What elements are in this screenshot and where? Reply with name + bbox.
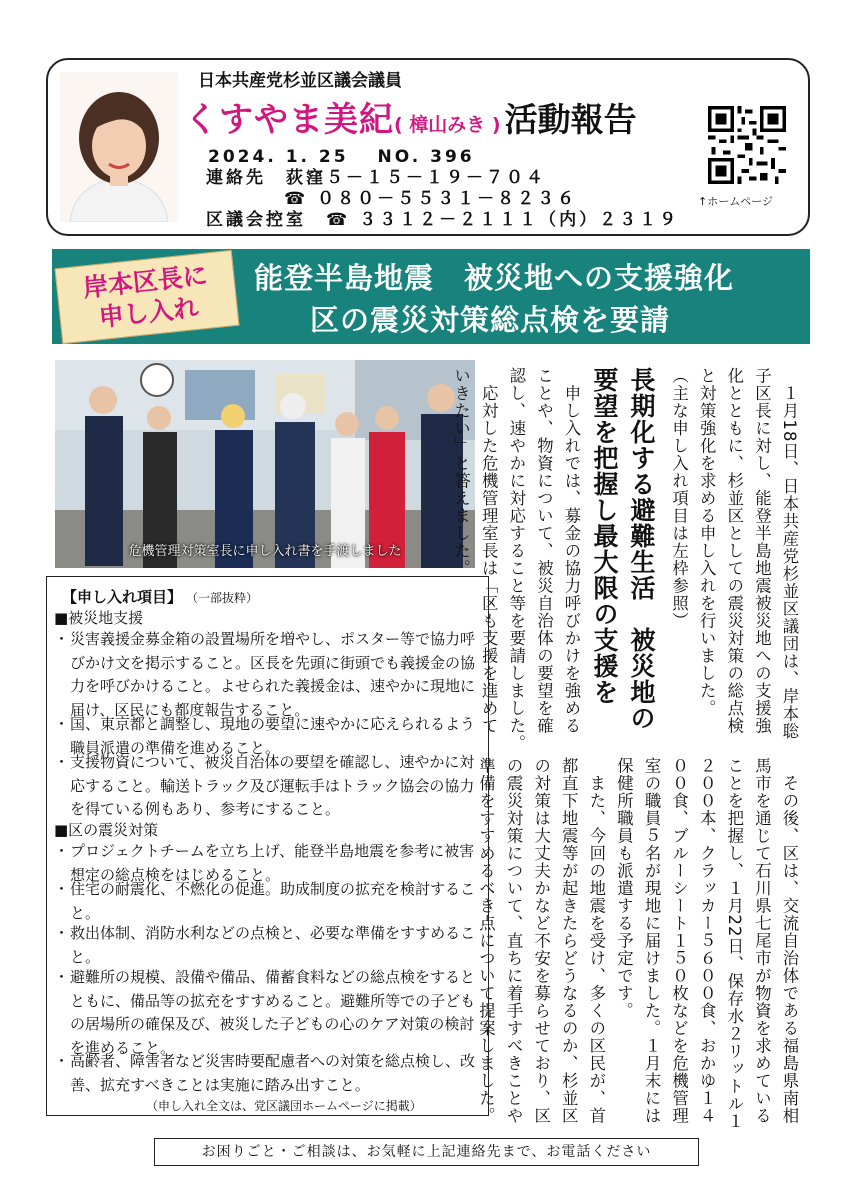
demand-item: ・ プロジェクトチームを立ち上げ、能登半島地震を参考に被害想定の総点検をはじめること。 bbox=[56, 840, 486, 887]
contact-address: 連絡先 荻窪５－１５－１９－７０４ bbox=[206, 168, 546, 188]
article-line: １月18日、日本共産党杉並区議団は、岸本聡 bbox=[780, 367, 799, 741]
article-line: ００食、ブルーシート１５０枚などを危機管理 bbox=[669, 757, 689, 1125]
article-line: 子区長に対し、能登半島地震被災地への支援強 bbox=[752, 367, 772, 735]
article-subheading bbox=[586, 367, 660, 747]
meeting-photo bbox=[55, 360, 475, 568]
party-affiliation: 日本共産党杉並区議会議員 bbox=[198, 71, 402, 91]
article-line: 応対した危機管理室長は「区も支援を進めて bbox=[479, 367, 499, 735]
article-line: 申し入れでは、募金の協力呼びかけを強める bbox=[562, 367, 581, 735]
article-line: ２００本、クラッカー５６００食、おかゆ１４ bbox=[697, 757, 717, 1125]
article-line: の対策は大丈夫かなど不安を募らせており、区 bbox=[531, 757, 551, 1125]
section-disaster-support: ■被災地支援 bbox=[54, 609, 144, 627]
demand-item: ・ 救出体制、消防水利などの点検と、必要な準備をすすめること。 bbox=[56, 922, 486, 969]
demands-title-note: （一部抜粋） bbox=[192, 591, 259, 605]
demand-item: ・ 支援物資について、被災自治体の要望を確認し、速やかに対応すること。輸送トラック及び運転手はトラック協会の協力を得ている例もあり、参考にすること。 bbox=[56, 751, 486, 822]
article-line: 都直下地震等が起きたらどうなるのか、杉並区 bbox=[559, 757, 579, 1125]
demand-item: ・ 国、東京都と調整し、現地の要望に速やかに応えられるよう職員派遣の準備を進めること。 bbox=[56, 713, 486, 760]
demand-item: ・ 災害義援金募金箱の設置場所を増やし、ポスター等で協力呼びかけ文を掲示すること。区長を先頭に街頭でも義援金の協力を呼びかけること。よせられた義援金は、速やかに現地に届け、区民にも都度報告すること。 bbox=[56, 628, 486, 723]
article-line: 準備をすすめるべき点について提案しました。 bbox=[476, 757, 496, 1125]
article-line: いきたい」と答えました。 bbox=[451, 367, 471, 577]
article-line: ことを把握し、１月22日、保存水２リットル１ bbox=[724, 757, 744, 1131]
tag-line-2: 申し入れ bbox=[97, 292, 200, 333]
newsletter-title bbox=[184, 92, 637, 141]
article-line: 保健所職員も派遣する予定です。 bbox=[614, 757, 634, 1020]
article-line: ことや、物資について、被災自治体の要望を確 bbox=[534, 367, 554, 735]
subheading-line: 要望を把握し最大限の支援を bbox=[590, 367, 619, 705]
office-phone: 区議会控室 ☎ ３３１２－２１１１（内）２３１９ bbox=[206, 210, 680, 230]
article-line: 馬市を通じて石川県七尾市が物資を求めている bbox=[752, 757, 772, 1125]
councilor-name: くすやま美紀 bbox=[184, 100, 394, 140]
demand-item: ・ 住宅の耐震化、不燃化の促進。助成制度の拡充を検討すること。 bbox=[56, 878, 486, 925]
subheading-line: 長期化する避難生活 被災地の bbox=[627, 367, 656, 731]
qr-code-icon[interactable] bbox=[708, 106, 786, 184]
article-line: その後、区は、交流自治体である福島県南相 bbox=[780, 757, 799, 1125]
article-line: 室の職員５名が現地に届けました。１月末には bbox=[642, 757, 662, 1125]
demands-title: 【申し入れ項目】 （一部抜粋） bbox=[62, 588, 259, 606]
headline-line-2: 区の震災対策総点検を要請 bbox=[310, 303, 671, 337]
demand-item: ・ 高齢者、障害者など災害時要配慮者への対策を総点検し、改善、拡充すべきことは実施に踏み出すこと。 bbox=[56, 1050, 486, 1097]
article-line: 化とともに、杉並区としての震災対策の総点検 bbox=[724, 367, 744, 735]
demands-note: （申し入れ全文は、党区議団ホームページに掲載） bbox=[146, 1099, 422, 1113]
homepage-label: ↑ホームページ bbox=[698, 195, 773, 208]
phone-number: ☎ ０８０－５５３１－８２３６ bbox=[284, 189, 578, 209]
article-body-lower bbox=[472, 757, 803, 1131]
article-line: と対策強化を求める申し入れを行いました。 bbox=[697, 367, 717, 717]
article-line: また、今回の地震を受け、多くの区民が、首 bbox=[586, 757, 606, 1125]
tag-line-1: 岸本区長に bbox=[81, 260, 210, 303]
article-line: 認し、速やかに対応すること等を要請しました。 bbox=[506, 367, 526, 752]
report-label: 活動報告 bbox=[504, 100, 637, 139]
article-line: （主な申し入れ項目は左枠参照） bbox=[669, 367, 689, 630]
portrait-photo bbox=[60, 72, 178, 222]
headline-line-1: 能登半島地震 被災地への支援強化 bbox=[254, 261, 735, 295]
article-intro bbox=[665, 367, 803, 747]
demand-item: ・ 避難所の規模、設備や備品、備蓄食料などの総点検をするとともに、備品等の拡充をすすめること。避難所等での子どもの居場所の確保及び、被災した子どもの心のケア対策の検討を進めること。 bbox=[56, 966, 486, 1061]
footer-contact-note: お困りごと・ご相談は、お気軽に上記連絡先まで、お電話ください bbox=[154, 1138, 699, 1166]
photo-caption: 危機管理対策室長に申し入れ書を手渡しました bbox=[128, 544, 402, 559]
section-ward-measures: ■区の震災対策 bbox=[54, 821, 159, 839]
issue-date-number: 2024. 1. 25 NO. 396 bbox=[208, 147, 475, 167]
article-line: の震災対策について、直ちに着手すべきことや bbox=[504, 757, 524, 1125]
name-reading: ( 樟山みき ) bbox=[394, 114, 501, 136]
